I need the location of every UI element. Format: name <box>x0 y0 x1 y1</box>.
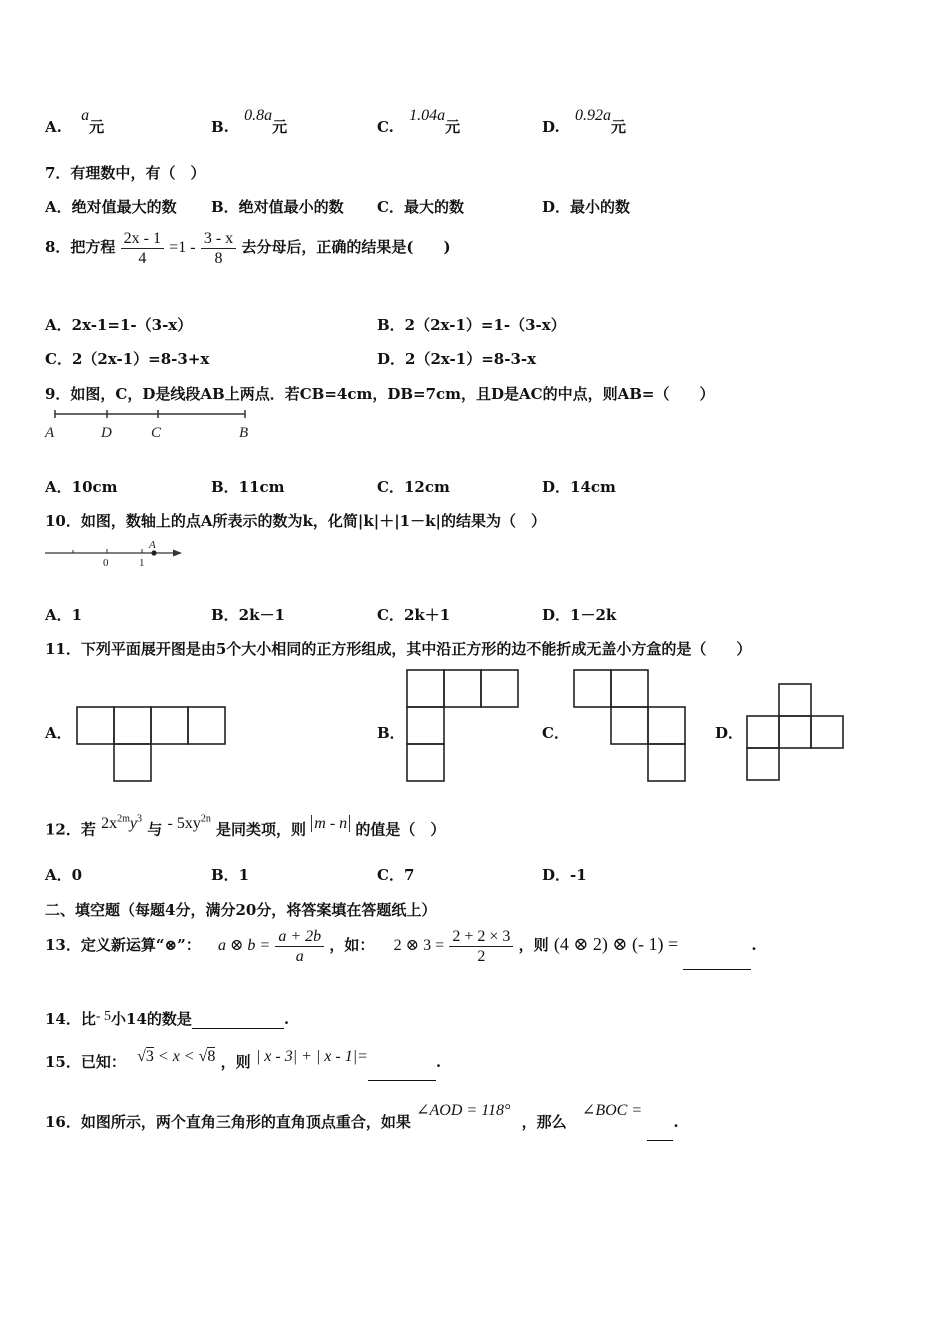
q12-term1-exp: 2m <box>117 814 130 825</box>
q6-option-b-unit: 元 <box>272 118 288 136</box>
q16-end: . <box>673 1113 679 1131</box>
q15-then: ，则 <box>220 1053 251 1071</box>
q10-number-line <box>45 538 190 572</box>
q6-option-c <box>377 107 461 137</box>
q16-angle-boc: ∠BOC = <box>581 1102 643 1119</box>
q7-option-b: B．绝对值最小的数 <box>211 198 344 216</box>
q15-inequality <box>137 1048 215 1065</box>
q8-fraction-2-num: 3 - x <box>201 229 236 249</box>
q13-example-fraction <box>449 927 513 966</box>
q12-option-d: D．-1 <box>542 866 587 884</box>
q15-prefix: 15．已知： <box>45 1053 126 1071</box>
q8-fraction-1-num: 2x - 1 <box>121 229 164 249</box>
q8-fraction-1-den: 4 <box>138 249 147 267</box>
q13-definition-den: a <box>295 947 304 965</box>
q11-net-a-square <box>188 707 225 744</box>
q9-stem: 9．如图，C，D是线段AB上两点．若CB=4cm，DB=7cm，且D是AC的中点，则AB=（ ） <box>45 385 715 403</box>
q11-net-b <box>407 670 520 783</box>
q7-stem: 7．有理数中，有（ ） <box>45 164 206 182</box>
q14-end: . <box>283 1010 290 1028</box>
q10-label-one: 1 <box>139 557 145 569</box>
q11-option-d-letter: D． <box>715 724 744 742</box>
q6-option-d-expr: 0.92a <box>574 107 611 124</box>
q6-option-d <box>542 107 626 137</box>
q6-option-a-unit: 元 <box>89 118 105 136</box>
q6-option-a-letter: A. <box>45 118 62 136</box>
q9-label-a: A <box>45 425 55 441</box>
q10-option-a: A．1 <box>45 606 83 624</box>
q11-net-d-square <box>811 716 843 748</box>
q9-label-c: C <box>151 425 162 441</box>
q15-answer-blank[interactable] <box>368 1062 436 1081</box>
q13-question-expr: (4 ⊗ 2) ⊗ (- 1) = <box>553 934 679 954</box>
q12-suffix: 的值是（ ） <box>355 820 446 839</box>
q10-option-d: D．1－2k <box>542 606 617 624</box>
q11-net-b-square <box>407 707 444 744</box>
q12-option-b: B．1 <box>211 866 250 884</box>
q7-option-d: D．最小的数 <box>542 198 631 216</box>
q15-expr: | x - 3| + | x - 1|= <box>255 1048 368 1065</box>
q12-prefix: 12．若 <box>45 820 96 839</box>
q13-example-lhs: 2 ⊗ 3 = <box>393 937 445 954</box>
q11-option-b-letter: B． <box>377 724 405 742</box>
q11-net-b-square <box>481 670 518 707</box>
q13-end: . <box>751 936 757 954</box>
q11-net-c-square <box>574 670 611 707</box>
q12-stem <box>45 806 445 850</box>
q12-term2 <box>167 815 210 832</box>
q11-net-d <box>747 684 847 784</box>
q10-option-c: C．2k＋1 <box>377 606 451 624</box>
q6-option-c-letter: C. <box>377 118 394 136</box>
sqrt-icon: √ <box>198 1048 208 1065</box>
q6-option-c-expr: 1.04a <box>409 107 446 124</box>
q16-answer-blank[interactable] <box>647 1122 673 1141</box>
q9-label-d: D <box>101 425 112 441</box>
q6-option-b-expr: 0.8a <box>244 107 273 124</box>
q10-option-b: B．2k－1 <box>211 606 285 624</box>
q11-net-c-square <box>611 670 648 707</box>
q10-stem: 10．如图，数轴上的点A所表示的数为k，化简|k|＋|1－k|的结果为（ ） <box>45 512 546 530</box>
q16-prefix: 16．如图所示，两个直角三角形的直角顶点重合，如果 <box>45 1113 411 1131</box>
q16-stem <box>45 1104 679 1141</box>
q6-option-b <box>211 107 288 137</box>
q16-then: ，那么 <box>521 1113 567 1131</box>
q15-end: . <box>435 1053 442 1071</box>
q15-ineq: < x < <box>153 1048 199 1065</box>
q15-sqrt2: 8 <box>207 1048 216 1065</box>
q12-term1 <box>101 815 142 832</box>
q8-fraction-2-den: 8 <box>214 249 223 267</box>
q13-example-den: 2 <box>477 947 486 965</box>
q11-net-b-square <box>407 670 444 707</box>
q9-option-a: A．10cm <box>45 478 118 496</box>
q13-stem <box>45 920 757 970</box>
q11-option-c-letter: C． <box>542 724 569 742</box>
q8-fraction-2 <box>201 229 236 268</box>
q16-angle-aod: ∠AOD = 118° <box>416 1102 511 1119</box>
q10-label-a: A <box>149 539 156 551</box>
q8-middle: =1 - <box>169 239 196 256</box>
q11-stem: 11．下列平面展开图是由5个大小相同的正方形组成，其中沿正方形的边不能折成无盖小方盒的是（ ） <box>45 640 752 658</box>
q13-example-label: ，如： <box>329 936 375 954</box>
q6-option-d-letter: D. <box>542 118 560 136</box>
q8-stem <box>45 228 451 268</box>
q11-net-b-square <box>407 744 444 781</box>
q10-axis-arrow <box>173 550 182 557</box>
q11-net-a-square <box>151 707 188 744</box>
q12-term1-base: 2x <box>101 815 118 833</box>
q13-definition-num: a + 2b <box>275 927 324 947</box>
q11-net-d-square <box>779 716 811 748</box>
q13-definition-lhs: a ⊗ b = <box>217 937 271 954</box>
q14-value: - 5 <box>95 1009 112 1024</box>
q11-net-d-square <box>747 748 779 780</box>
q9-segment-figure <box>45 408 255 442</box>
q6-option-b-letter: B. <box>211 118 229 136</box>
q9-label-b: B <box>239 425 249 441</box>
q13-definition-fraction <box>275 927 324 966</box>
q8-option-d: D．2（2x-1）=8-3-x <box>377 350 537 368</box>
q9-option-c: C．12cm <box>377 478 450 496</box>
q11-net-c-square <box>648 744 685 781</box>
q8-prefix: 8．把方程 <box>45 238 116 256</box>
q12-abs-expr: m - n <box>311 815 350 832</box>
q7-option-c: C．最大的数 <box>377 198 464 216</box>
q12-option-a: A．0 <box>45 866 83 884</box>
q11-option-a-letter: A． <box>45 724 72 742</box>
q9-option-d: D．14cm <box>542 478 616 496</box>
q14-answer-blank[interactable] <box>192 1012 284 1029</box>
q15-stem <box>45 1044 441 1081</box>
q11-net-b-square <box>444 670 481 707</box>
q7-option-a: A．绝对值最大的数 <box>45 198 177 216</box>
q8-option-a: A．2x-1=1-（3-x） <box>45 316 193 334</box>
q8-suffix: 去分母后，正确的结果是( ) <box>241 238 451 256</box>
q6-option-a <box>45 107 105 137</box>
q11-net-c-square <box>648 707 685 744</box>
q14-prefix: 14．比 <box>45 1010 96 1028</box>
q12-option-c: C．7 <box>377 866 415 884</box>
q14-stem <box>45 1008 289 1029</box>
q10-point-a <box>151 550 156 555</box>
q14-suffix: 小14的数是 <box>111 1010 192 1028</box>
q8-option-c: C．2（2x-1）=8-3+x <box>45 350 210 368</box>
q12-term2-exp: 2n <box>200 814 211 825</box>
q6-option-a-expr: a <box>81 107 90 124</box>
q12-middle: 是同类项，则 <box>216 820 307 839</box>
q11-net-a-square <box>77 707 114 744</box>
q13-example-num: 2 + 2 × 3 <box>449 927 513 947</box>
q11-net-a-square <box>114 707 151 744</box>
q13-prefix: 13．定义新运算“⊗”： <box>45 936 201 954</box>
q12-term1-y: y <box>129 815 137 833</box>
q8-fraction-1 <box>121 229 164 268</box>
q11-net-d-square <box>779 684 811 716</box>
q11-net-a-square <box>114 744 151 781</box>
q11-net-d-square <box>747 716 779 748</box>
q10-label-zero: 0 <box>103 557 109 569</box>
q6-option-d-unit: 元 <box>610 118 626 136</box>
q12-term1-y-exp: 3 <box>137 814 142 825</box>
sqrt-icon: √ <box>137 1048 146 1065</box>
section-heading: 二、填空题（每题4分，满分20分，将答案填在答题纸上） <box>45 901 437 919</box>
q13-answer-blank[interactable] <box>683 969 751 970</box>
q15-sqrt1: 3 <box>145 1048 154 1065</box>
q6-option-c-unit: 元 <box>445 118 461 136</box>
q8-option-b: B．2（2x-1）=1-（3-x） <box>377 316 566 334</box>
q11-net-a <box>77 707 227 783</box>
q11-net-c <box>574 670 687 783</box>
q11-net-c-square <box>611 707 648 744</box>
q9-option-b: B．11cm <box>211 478 285 496</box>
q13-then: ，则 <box>518 936 549 954</box>
q12-term2-base: - 5xy <box>167 815 201 833</box>
q12-connector: 与 <box>147 820 163 839</box>
